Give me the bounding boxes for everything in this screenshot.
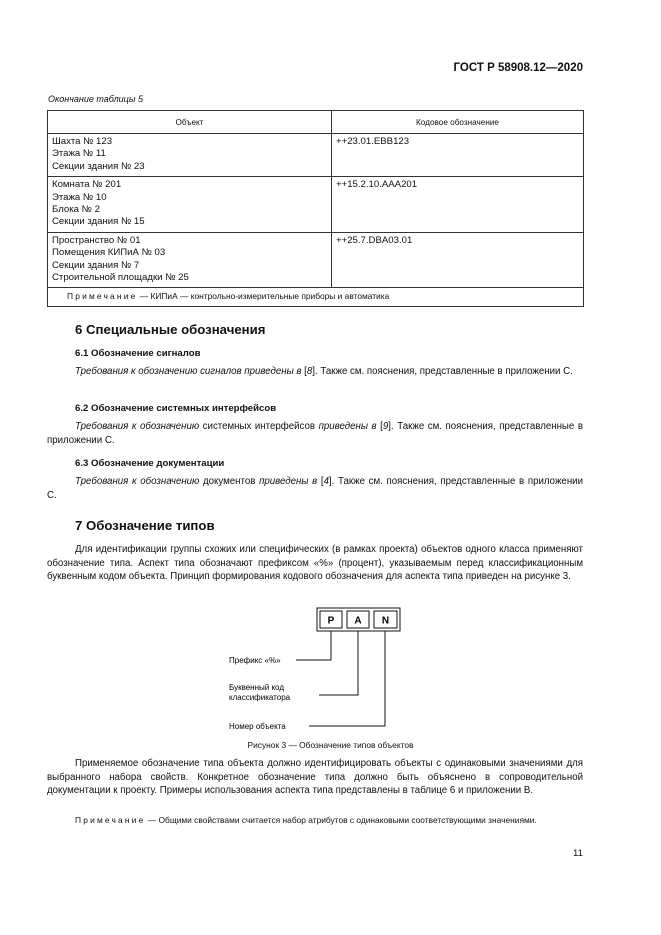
paragraph-mid: документов <box>199 476 260 487</box>
subsection-6-2-title: 6.2 Обозначение системных интерфейсов <box>75 403 277 414</box>
leader-line-prefix <box>296 631 331 660</box>
object-line: Секции здания № 15 <box>52 216 145 228</box>
label-number: Номер объекта <box>229 722 286 731</box>
section-6-title: 6 Специальные обозначения <box>75 322 266 337</box>
subsection-6-3-title: 6.3 Обозначение документации <box>75 458 225 469</box>
object-line: Этажа № 10 <box>52 191 107 203</box>
box-p-letter: P <box>327 615 335 627</box>
note-label: Примечание <box>75 815 146 825</box>
object-line: Блока № 2 <box>52 204 100 216</box>
paragraph-rest: . Также см. пояснения, представленные в приложении С. <box>47 421 583 446</box>
object-cell <box>48 134 332 177</box>
type-designation-figure <box>0 600 661 735</box>
object-line: Секции здания № 7 <box>52 259 140 271</box>
reference: 4 <box>323 476 329 487</box>
column-header-code: Кодовое обозначение <box>332 111 584 134</box>
reference: 8 <box>306 366 313 377</box>
column-header-object: Объект <box>48 111 332 134</box>
section-7-title: 7 Обозначение типов <box>75 518 215 533</box>
paragraph-rest: . Также см. пояснения, представленные в приложении С. <box>314 366 573 377</box>
leader-lines <box>296 631 385 726</box>
table-row <box>48 134 584 177</box>
paragraph-rest: . Также см. пояснения, представленные в приложении С. <box>47 476 583 501</box>
emphasis: приведены в <box>259 476 318 487</box>
code-boxes <box>317 608 400 631</box>
box-a-letter: A <box>354 615 362 627</box>
figure-caption: Рисунок 3 — Обозначение типов объектов <box>247 740 414 750</box>
object-cell <box>48 177 332 233</box>
section-7-paragraph-1 <box>47 543 583 584</box>
box-n-letter: N <box>381 615 390 627</box>
subsection-6-2-text: Требования к обозначению системных интерфейсов приведены в [9]. Также см. пояснения, представленные в приложении С. <box>47 421 583 446</box>
object-line: Пространство № 01 <box>52 234 141 246</box>
table-note-row <box>48 288 584 306</box>
emphasis: Требования к обозначению сигналов приведены в <box>75 366 302 377</box>
emphasis: Требования к обозначению <box>75 476 200 487</box>
document-header: ГОСТ Р 58908.12—2020 <box>453 62 583 74</box>
note-text: — Общими свойствами считается набор атрибутов с одинаковыми соответствующими значениями. <box>145 815 537 825</box>
code-cell: ++15.2.10.AAA201 <box>332 177 584 233</box>
table-note <box>48 288 584 306</box>
note-label: Примечание <box>67 291 138 302</box>
object-code-table <box>47 110 584 307</box>
object-cell <box>48 232 332 288</box>
paragraph-mid: системных интерфейсов <box>199 421 319 432</box>
section-7-paragraph-2 <box>47 757 583 798</box>
label-class-line-2: классификатора <box>229 693 291 702</box>
label-prefix: Префикс «%» <box>229 656 281 665</box>
table-row <box>48 177 584 233</box>
leader-line-number <box>309 631 385 726</box>
object-line: Строительной площадки № 25 <box>52 272 189 284</box>
label-class-line-1: Буквенный код <box>229 683 284 692</box>
note-text: — КИПиА — контрольно-измерительные приборы и автоматика <box>137 291 390 302</box>
paragraph-text: Применяемое обозначение типа объекта должно идентифицировать объекты с одинаковыми значениями для выбранного набора свойств. Конкретное обозначение типа должно быть объяснено в сопроводительной документации к проекту. Примеры использования аспекта типа представлены в таблице 6 и приложении В. <box>47 758 583 796</box>
table-row <box>48 232 584 288</box>
object-line: Помещения КИПиА № 03 <box>52 247 166 259</box>
table-caption: Окончание таблицы 5 <box>48 94 143 104</box>
subsection-6-1-text: Требования к обозначению сигналов приведены в [8]. Также см. пояснения, представленные в приложении С. <box>75 366 573 377</box>
reference: 9 <box>382 421 389 432</box>
paragraph-text: Для идентификации группы схожих или специфических (в рамках проекта) объектов одного класса применяют обозначение типа. Аспект типа обозначают префиксом «%» (процент), указываемым перед классификационным буквенным кодом объекта. Принцип формирования кодового обозначения для аспекта типа приведен на рисунке 3. <box>47 544 583 582</box>
section-7-note <box>47 814 583 827</box>
table-header-row <box>48 111 584 134</box>
page-number: 11 <box>573 848 583 859</box>
subsection-6-1-title: 6.1 Обозначение сигналов <box>75 348 201 359</box>
object-line: Шахта № 123 <box>52 136 113 147</box>
subsection-6-3-text: Требования к обозначению документов приведены в [4]. Также см. пояснения, представленные в приложении С. <box>47 476 583 501</box>
object-line: Секции здания № 23 <box>52 160 145 172</box>
emphasis: приведены в <box>318 421 377 432</box>
code-cell: ++23.01.EBB123 <box>332 134 584 177</box>
code-cell: ++25.7.DBA03.01 <box>332 232 584 288</box>
object-line: Комната № 201 <box>52 179 122 191</box>
emphasis: Требования к обозначению <box>75 421 200 432</box>
leader-line-class <box>319 631 358 695</box>
object-line: Этажа № 11 <box>52 148 106 160</box>
